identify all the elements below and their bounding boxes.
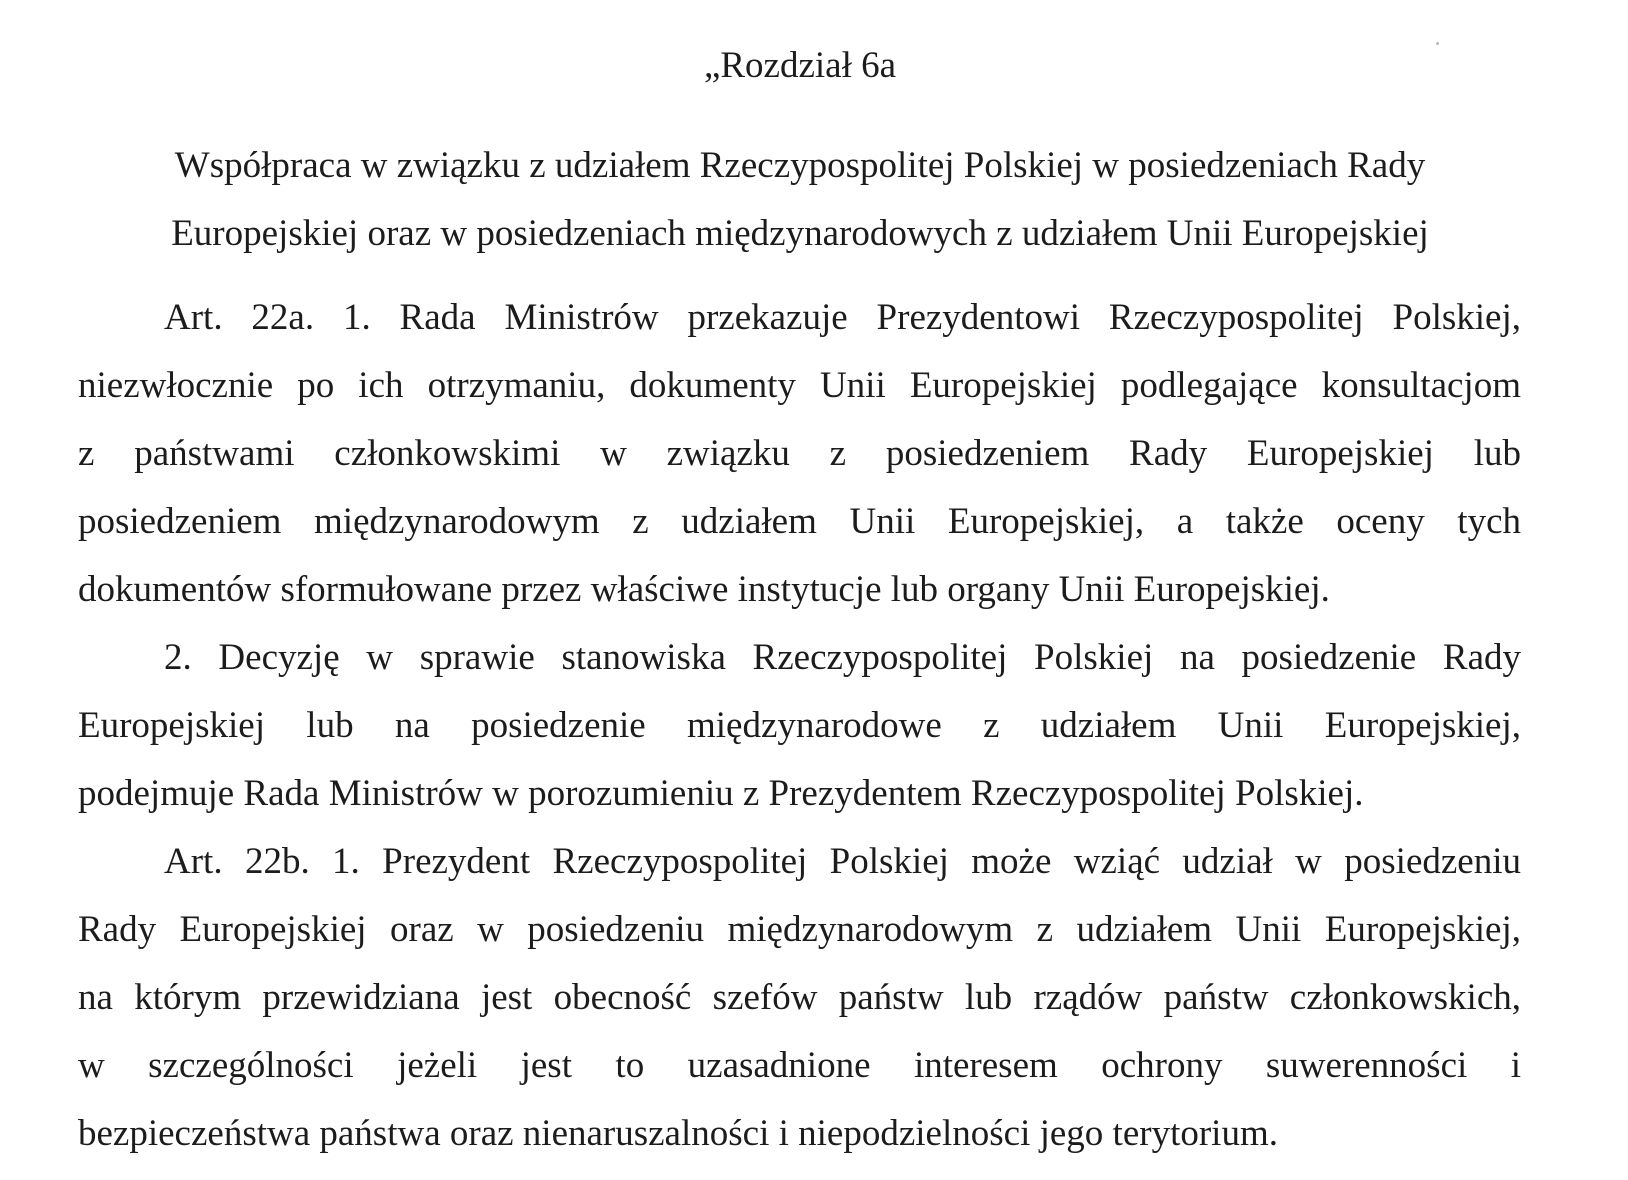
chapter-subtitle	[80, 132, 1520, 268]
article-22b-paragraph-1	[78, 828, 1521, 1168]
text-line: niezwłocznie po ich otrzymaniu, dokumenty Unii Europejskiej podlegające konsultacjom	[78, 365, 1521, 406]
text-line: Art. 22a. 1. Rada Ministrów przekazuje Prezydentowi Rzeczypospolitej Polskiej,	[164, 297, 1521, 338]
text-line: bezpieczeństwa państwa oraz nienaruszalności i niepodzielności jego terytorium.	[78, 1113, 1278, 1154]
text-line: posiedzeniem międzynarodowym z udziałem Unii Europejskiej, a także oceny tych	[78, 501, 1521, 542]
text-line: w szczególności jeżeli jest to uzasadnione interesem ochrony suwerenności i	[78, 1045, 1521, 1086]
text-line: na którym przewidziana jest obecność szefów państw lub rządów państw członkowskich,	[78, 977, 1521, 1018]
chapter-title: „Rozdział 6a	[703, 45, 897, 86]
article-22a-paragraph-2	[78, 624, 1521, 828]
chapter-subtitle-line: Europejskiej oraz w posiedzeniach międzynarodowych z udziałem Unii Europejskiej	[171, 213, 1429, 254]
text-line: Art. 22b. 1. Prezydent Rzeczypospolitej Polskiej może wziąć udział w posiedzeniu	[164, 841, 1521, 882]
document-body	[78, 284, 1521, 1168]
chapter-subtitle-line: Współpraca w związku z udziałem Rzeczypospolitej Polskiej w posiedzeniach Rady	[174, 145, 1426, 186]
article-22a-paragraph-1	[78, 284, 1521, 624]
text-line: podejmuje Rada Ministrów w porozumieniu z Prezydentem Rzeczypospolitej Polskiej.	[78, 773, 1364, 814]
text-line: dokumentów sformułowane przez właściwe instytucje lub organy Unii Europejskiej.	[78, 569, 1330, 610]
text-line: Europejskiej lub na posiedzenie międzynarodowe z udziałem Unii Europejskiej,	[78, 705, 1521, 746]
text-line: 2. Decyzję w sprawie stanowiska Rzeczypospolitej Polskiej na posiedzenie Rady	[164, 637, 1521, 678]
text-line: z państwami członkowskimi w związku z posiedzeniem Rady Europejskiej lub	[78, 433, 1521, 474]
text-line: Rady Europejskiej oraz w posiedzeniu międzynarodowym z udziałem Unii Europejskiej,	[78, 909, 1521, 950]
